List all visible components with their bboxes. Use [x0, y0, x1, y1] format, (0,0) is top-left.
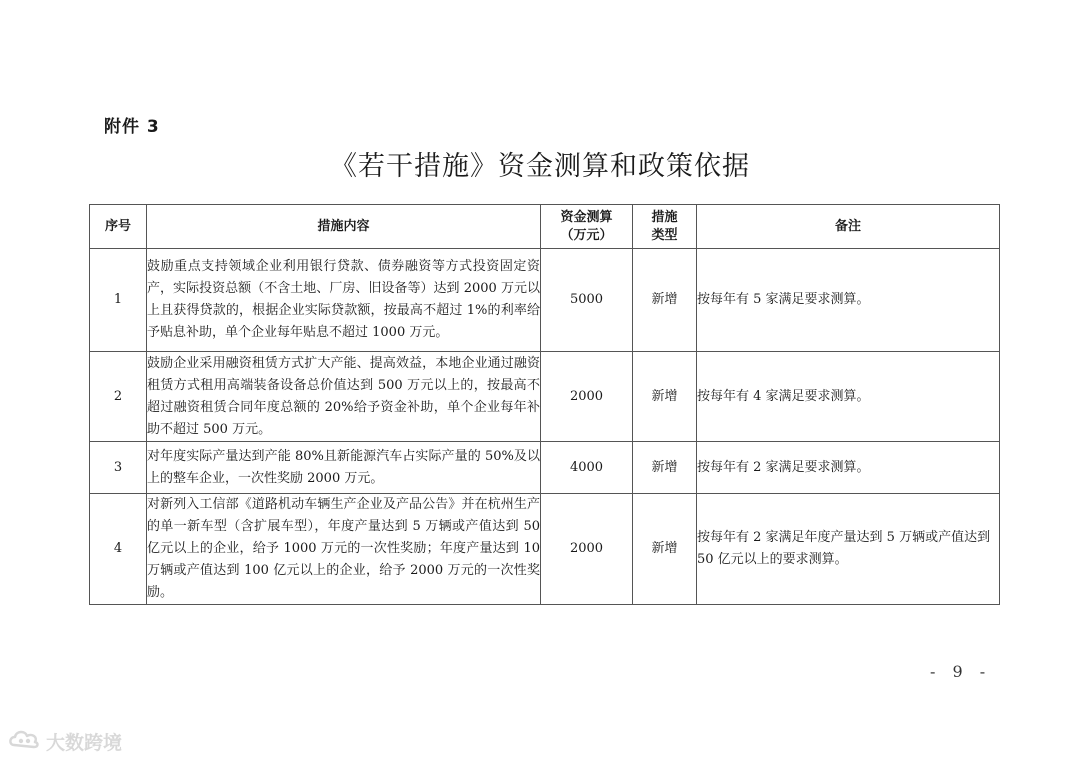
table-header-row — [90, 205, 1000, 249]
row-seq: 2 — [90, 352, 147, 442]
header-type-line1: 措施 — [651, 209, 678, 225]
row-type: 新增 — [633, 442, 697, 494]
row-content: 鼓励企业采用融资租赁方式扩大产能、提高效益，本地企业通过融资租赁方式租用高端装备设备总价值达到 500 万元以上的，按最高不超过融资租赁合同年度总额的 20%给予资金补助，单个企业每年补助不超过 500 万元。 — [147, 352, 541, 442]
header-seq: 序号 — [90, 205, 147, 249]
row-note: 按每年有 2 家满足年度产量达到 5 万辆或产值达到 50 亿元以上的要求测算。 — [697, 494, 1000, 605]
table-row — [90, 249, 1000, 352]
header-content: 措施内容 — [147, 205, 541, 249]
watermark — [8, 728, 122, 755]
row-amount: 4000 — [541, 442, 633, 494]
table-row — [90, 494, 1000, 605]
row-content: 鼓励重点支持领域企业利用银行贷款、债券融资等方式投资固定资产，实际投资总额（不含土地、厂房、旧设备等）达到 2000 万元以上且获得贷款的，根据企业实际贷款额，按最高不超过 1%的利率给予贴息补助，单个企业每年贴息不超过 1000 万元。 — [147, 249, 541, 352]
row-seq: 3 — [90, 442, 147, 494]
row-content: 对年度实际产量达到产能 80%且新能源汽车占实际产量的 50%及以上的整车企业，一次性奖励 2000 万元。 — [147, 442, 541, 494]
header-amount-line1: 资金测算 — [560, 209, 613, 225]
header-type-line2: 类型 — [651, 227, 678, 243]
document-title: 《若干措施》资金测算和政策依据 — [330, 151, 750, 182]
row-note: 按每年有 5 家满足要求测算。 — [697, 249, 1000, 352]
table-row — [90, 352, 1000, 442]
header-amount-line2: （万元） — [560, 227, 613, 243]
header-type — [633, 205, 697, 249]
row-type: 新增 — [633, 249, 697, 352]
row-content: 对新列入工信部《道路机动车辆生产企业及产品公告》并在杭州生产的单一新车型（含扩展车型），年度产量达到 5 万辆或产值达到 50 亿元以上的企业，给予 1000 万元的一次性奖励；年度产量达到 10 万辆或产值达到 100 亿元以上的企业，给予 2000 万元的一次性奖励。 — [147, 494, 541, 605]
row-type: 新增 — [633, 494, 697, 605]
row-note: 按每年有 2 家满足要求测算。 — [697, 442, 1000, 494]
row-amount: 2000 — [541, 352, 633, 442]
row-seq: 4 — [90, 494, 147, 605]
measures-table — [89, 204, 1000, 605]
cloud-logo-icon — [8, 728, 42, 755]
row-amount: 5000 — [541, 249, 633, 352]
row-type: 新增 — [633, 352, 697, 442]
row-note: 按每年有 4 家满足要求测算。 — [697, 352, 1000, 442]
header-note: 备注 — [697, 205, 1000, 249]
watermark-text: 大数跨境 — [46, 732, 123, 754]
row-seq: 1 — [90, 249, 147, 352]
page-number: - 9 - — [930, 662, 992, 681]
row-amount: 2000 — [541, 494, 633, 605]
table-row — [90, 442, 1000, 494]
header-amount — [541, 205, 633, 249]
attachment-label: 附件 3 — [104, 117, 160, 137]
